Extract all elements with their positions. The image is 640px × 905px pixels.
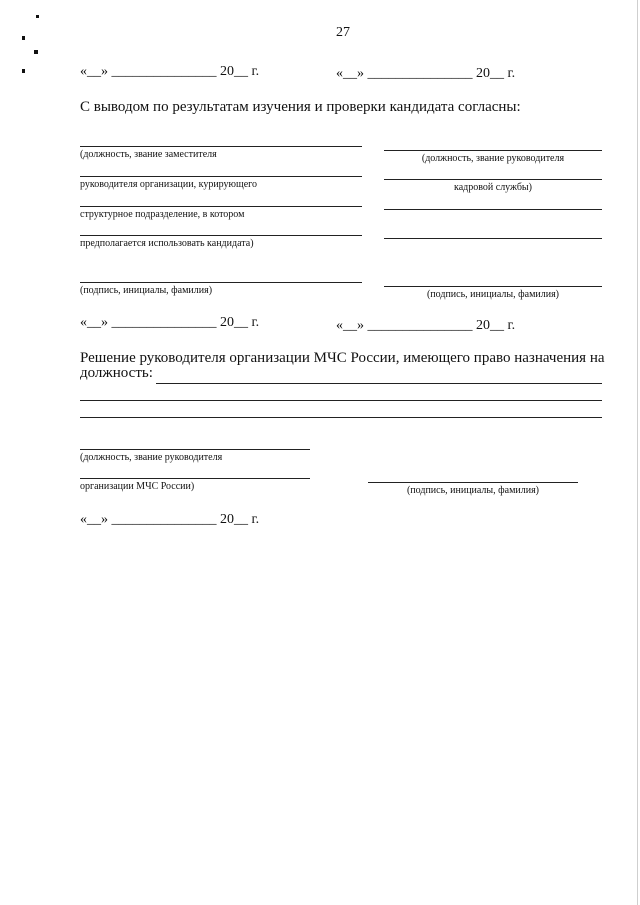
bottom-signature-caption: (подпись, инициалы, фамилия)	[406, 485, 540, 496]
date-line-2-right: «__» _______________ 20__ г.	[336, 318, 516, 333]
left-caption-4: предполагается использовать кандидата)	[80, 238, 254, 249]
signature-line	[384, 238, 602, 239]
scan-mark	[36, 15, 39, 18]
signature-line	[80, 206, 362, 207]
page-number: 27	[336, 25, 350, 40]
bottom-caption-2: организации МЧС России)	[80, 481, 195, 492]
signature-line	[80, 478, 310, 479]
left-caption-1: (должность, звание заместителя	[80, 149, 217, 160]
fill-line	[80, 400, 602, 401]
right-caption-1: (должность, звание руководителя	[421, 153, 565, 164]
decision-text-line-1: Решение руководителя организации МЧС России, имеющего право назначения на	[80, 350, 605, 366]
signature-line	[80, 282, 362, 283]
signature-line	[80, 146, 362, 147]
left-caption-2: руководителя организации, курирующего	[80, 179, 258, 190]
agreement-heading: С выводом по результатам изучения и проверки кандидата согласны:	[80, 99, 521, 115]
right-caption-2: кадровой службы)	[454, 182, 532, 193]
scan-mark	[22, 69, 25, 73]
date-line-3: «__» _______________ 20__ г.	[80, 512, 260, 527]
date-line-left: «__» _______________ 20__ г.	[80, 64, 260, 79]
signature-line	[384, 150, 602, 151]
fill-line	[156, 383, 602, 384]
fill-line	[80, 417, 602, 418]
signature-line	[80, 176, 362, 177]
page-edge	[637, 0, 638, 905]
signature-line	[368, 482, 578, 483]
date-line-right: «__» _______________ 20__ г.	[336, 66, 516, 81]
left-signature-caption: (подпись, инициалы, фамилия)	[80, 285, 213, 296]
scan-mark	[34, 50, 38, 54]
signature-line	[384, 179, 602, 180]
signature-line	[384, 286, 602, 287]
right-signature-caption: (подпись, инициалы, фамилия)	[426, 289, 560, 300]
left-caption-3: структурное подразделение, в котором	[80, 209, 245, 220]
signature-line	[80, 235, 362, 236]
signature-line	[80, 449, 310, 450]
date-line-2-left: «__» _______________ 20__ г.	[80, 315, 260, 330]
signature-line	[384, 209, 602, 210]
scan-mark	[22, 36, 25, 40]
bottom-caption-1: (должность, звание руководителя	[80, 452, 223, 463]
decision-text-line-2: должность:	[80, 365, 153, 381]
